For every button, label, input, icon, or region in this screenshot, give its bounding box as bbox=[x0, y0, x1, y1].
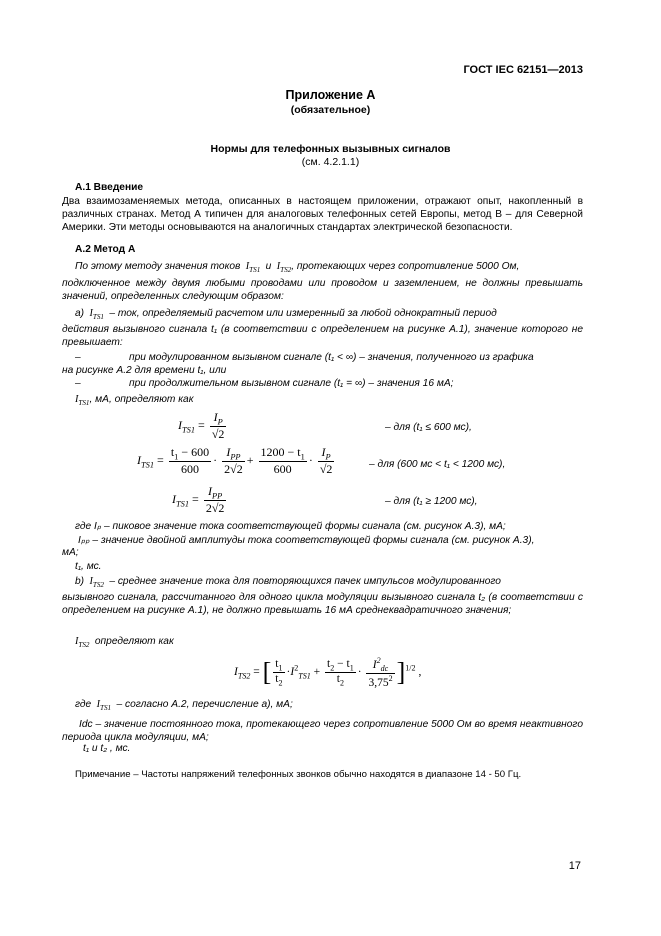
a1-text: Два взаимозаменяемых метода, описанных в настоящем приложении, отражают опыт, накопленный в различных странах. Метод А типичен для аналоговых телефонных сетей Европы, метод В – для Северной Америки. Эти методы основываются на аналогичных стандартах электрической безопасности. bbox=[62, 196, 583, 233]
a2-intro-and: и bbox=[265, 261, 272, 272]
its2-symbol-def: $I_{TS2}$ bbox=[75, 636, 90, 650]
a1-heading: А.1 Введение bbox=[75, 182, 144, 193]
its1-symbol-def: $I_{TS1}$ bbox=[75, 394, 90, 408]
its2-symbol-b: $I_{TS2}$ bbox=[86, 576, 104, 590]
dash-1-marker: – bbox=[75, 352, 81, 363]
a2-intro-part1: По этому методу значения токов bbox=[75, 261, 241, 272]
item-b-text: – среднее значение тока для повторяющихся пачек импульсов модулированного bbox=[109, 576, 501, 587]
document-code: ГОСТ IEC 62151—2013 bbox=[463, 64, 583, 76]
where-ipp-line1: Iₚₚ – значение двойной амплитуды тока соответствующей формы сигнала (см. рисунок А.3), bbox=[78, 535, 535, 546]
where-ipp-line2: мА; bbox=[62, 547, 79, 558]
a2-intro-line1 bbox=[75, 261, 583, 276]
its2-definition-text: определяют как bbox=[94, 636, 174, 647]
section-heading: Нормы для телефонных вызывных сигналов bbox=[210, 143, 451, 155]
its1-symbol-where: $I_{TS1}$ bbox=[94, 699, 112, 713]
a2-intro-line2: подключенное между двумя любыми проводами или проводом и заземлением, не должны превышать значений, определенных следующим образом: bbox=[62, 278, 583, 302]
item-a-marker: а) bbox=[75, 308, 85, 319]
condition-3: – для (t₁ ≥ 1200 мс), bbox=[385, 496, 478, 507]
item-a-line bbox=[75, 308, 583, 323]
formula-its1-mid: $I_{TS1}$ = $\frac{t_1 - 600}{600}$ · $\frac{I_{PP}}{2√2}$ + $\frac{1200 - t_1}{600}$ · $\frac{I_P}{√2}$ bbox=[137, 445, 333, 477]
where-its1-line bbox=[75, 699, 596, 714]
a2-intro-part2: , протекающих через сопротивление 5000 Ом, bbox=[291, 261, 520, 272]
its1-symbol: $I_{TS1}$ bbox=[243, 261, 261, 275]
condition-1: – для (t₁ ≤ 600 мс), bbox=[385, 422, 472, 433]
dash-1-line bbox=[75, 352, 596, 364]
dash-2-marker: – bbox=[75, 378, 81, 389]
item-a-text: – ток, определяемый расчетом или измеренный за любой однократный период bbox=[109, 308, 497, 319]
where-t1-t2: t₁ и t₂ , мс. bbox=[83, 743, 131, 754]
item-b-continuation: вызывного сигнала, рассчитанного для одного цикла модуляции вызывного сигнала t₂ (в соответствии с определением на рисунке А.1), не должно превышать 16 мА среднеквадратичного значения; bbox=[62, 592, 583, 616]
condition-2: – для (600 мс < t₁ < 1200 мс), bbox=[369, 459, 506, 470]
its1-symbol-a: $I_{TS1}$ bbox=[86, 308, 104, 322]
a2-heading: А.2 Метод А bbox=[75, 244, 136, 255]
where-its1-text: – согласно А.2, перечисление а), мА; bbox=[116, 699, 293, 710]
dash-1-text: при модулированном вызывном сигнале (t₁ < ∞) – значения, полученного из графика bbox=[129, 352, 534, 363]
where-t1: t₁, мс. bbox=[75, 561, 102, 572]
dash-1-continuation: на рисунке А.2 для времени t₁, или bbox=[62, 365, 227, 376]
appendix-title: Приложение А bbox=[285, 88, 376, 102]
section-reference: (см. 4.2.1.1) bbox=[301, 156, 360, 168]
where-ip: где Iₚ – пиковое значение тока соответствующей формы сигнала (см. рисунок А.3), мА; bbox=[75, 521, 506, 532]
item-a-continuation: действия вызывного сигнала t₁ (в соответствии с определением на рисунке А.1), значение которого не превышает: bbox=[62, 324, 583, 348]
dash-2-line bbox=[75, 378, 596, 390]
where-idc: Idc – значение постоянного тока, протекающего через сопротивление 5000 Ом во время неактивного периода цикла модуляции, мА; bbox=[62, 719, 583, 743]
item-b-marker: b) bbox=[75, 576, 85, 587]
appendix-status: (обязательное) bbox=[290, 104, 371, 116]
its2-definition bbox=[75, 636, 596, 651]
formula-its2: $I_{TS2}$ = [ $\frac{t_1}{t_2}$ $\cdot I^2_{TS1}$ + $\frac{t_2 - t_1}{t_2}$ · $\frac{I^2_{dc}}{3,75^2}$ ]$^{1/2}$ , bbox=[234, 656, 422, 689]
note: Примечание – Частоты напряжений телефонных звонков обычно находятся в диапазоне 14 - 50 Гц. bbox=[75, 769, 522, 780]
its2-symbol: $I_{TS2}$ bbox=[274, 261, 292, 275]
where-its1-prefix: где bbox=[75, 699, 92, 710]
item-b-line bbox=[75, 576, 583, 591]
formula-its1-high: $I_{TS1}$ = $\frac{I_{PP}}{2√2}$ bbox=[172, 484, 225, 516]
dash-2-text: при продолжительном вызывном сигнале (t₁ = ∞) – значения 16 мА; bbox=[129, 378, 454, 389]
formula-its1-low: $I_{TS1}$ = $\frac{I_P}{√2}$ bbox=[178, 410, 225, 442]
its1-definition bbox=[75, 394, 596, 409]
page-number: 17 bbox=[568, 860, 581, 872]
its1-definition-text: , мА, определяют как bbox=[89, 394, 194, 405]
